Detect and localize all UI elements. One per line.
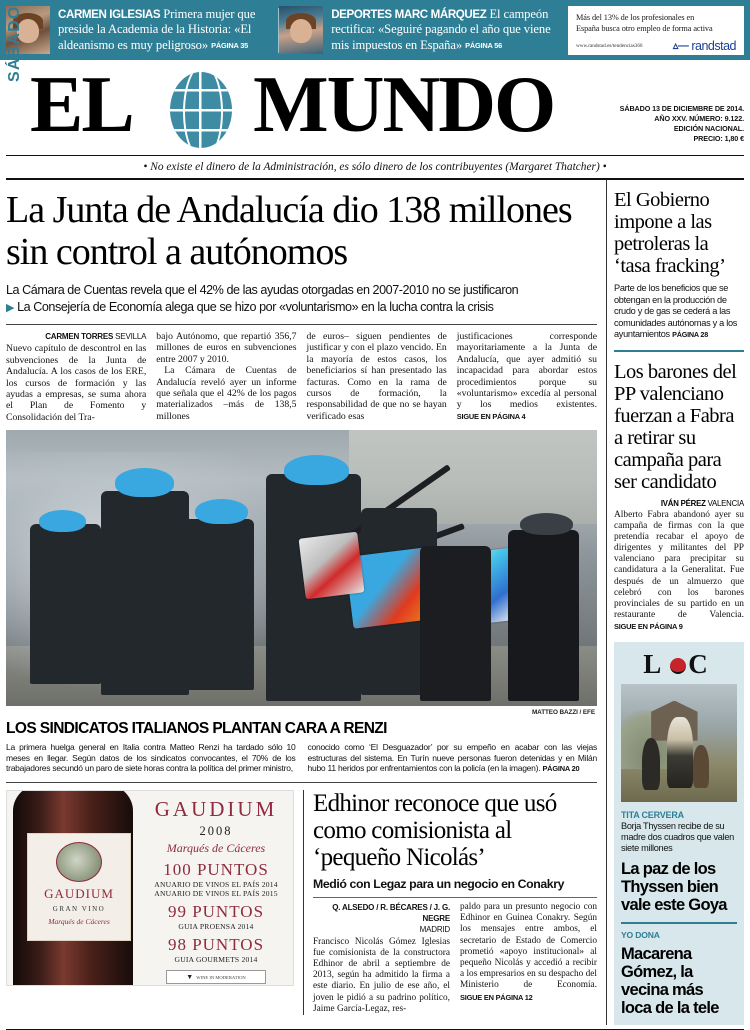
edhinor-paragraph: Francisco Nicolás Gómez Iglesias fue comisionista de la constructora Edhinor de abril a septiembre de 2013, según ha admitido la firma a este diario. En julio de ese año, el joven le pidió a su padrino político, Jaime García-Legaz, res-: [313, 936, 450, 1014]
main-grid: [0, 180, 750, 1025]
banner-kicker: CARMEN IGLESIAS: [58, 8, 161, 21]
logo-text-right: MUNDO: [253, 61, 555, 149]
caption-text: conocido como ‘El Desguazador’ por su empeño en acabar con las viejas estructuras del sistema. En Turín nueve personas fueron detenidas y en Milán hubo 11 heridos por enfrentamientos con la policía (en la imagen).: [307, 742, 597, 774]
banner-page-ref: PÁGINA 56: [465, 40, 503, 50]
sidebar-column: [606, 180, 744, 1025]
lead-headline[interactable]: La Junta de Andalucía dio 138 millones sin control a autónomos: [6, 189, 572, 273]
painting-figure-child-left: [642, 738, 661, 790]
lead-photo-riot-police: [6, 430, 597, 706]
ad-line-2: España busca otro empleo de forma activa: [576, 23, 713, 33]
edhinor-byline: [313, 902, 450, 936]
photo-caption-headline[interactable]: LOS SINDICATOS ITALIANOS PLANTAN CARA A RENZI: [6, 720, 387, 738]
main-column: [6, 180, 606, 1025]
sidebar-deck-text: Parte de los beneficios que se obtengan en la producción de crudo y de gas se cederá a las comunidades autónomas y a los ayuntamientos: [614, 283, 738, 340]
globe-icon: [170, 72, 232, 148]
bat-icon: ▼: [186, 973, 194, 982]
loc-logo-letter-l: L: [643, 649, 669, 679]
lead-paragraph: de euros– siguen pendientes de justificar y con el plazo vencido. En la mayoría de estos casos, los beneficiarios sí han presentado las facturas. Como en la rama de cursos de formación, la responsabilidad de que no se hayan verificado esas: [306, 331, 447, 422]
photo-figure-officer: [183, 519, 254, 690]
banner-text: Primera mujer que preside la Academia de la Historia: «El aldeanismo es muy peligroso»: [58, 7, 256, 52]
sidebar-body-text: Alberto Fabra abandonó ayer su campaña de firmas con la que pretendía recabar el apoyo de dirigentes y militantes del PP valenciano para precipitar su candidatura a la Generalitat. Fue después de un almuerzo que celebró con los barones provinciales de su partido en un restaurante de Valencia.: [614, 509, 744, 620]
photo-figure-protester: [508, 530, 579, 701]
page-bottom-rule: [6, 1029, 744, 1030]
loc-goya-painting-image: [621, 684, 737, 802]
photo-helmet-icon: [39, 510, 86, 532]
wine-ad-source-1b: ANUARIO DE VINOS EL PAÍS 2015: [154, 889, 278, 899]
sidebar-story-1-page[interactable]: PÁGINA 28: [672, 330, 709, 340]
masthead-dateline: [620, 104, 744, 144]
sidebar-story-2-continues[interactable]: SIGUE EN PÁGINA 9: [614, 621, 683, 631]
wine-ad-year: 2008: [199, 824, 233, 839]
wine-ad-copy: [145, 797, 287, 984]
randstad-mark-icon: ▵—: [672, 40, 689, 52]
sidebar-story-2-headline[interactable]: Los barones del PP valenciano fuerzan a Fabra a retirar su campaña para ser candidato: [614, 360, 737, 493]
byline-city: MADRID: [419, 925, 450, 935]
wine-label-sub: GRAN VINO: [52, 905, 106, 914]
wine-ad-brand: GAUDIUM: [154, 797, 278, 822]
edhinor-body-column-2: [460, 902, 597, 1015]
lead-body-column-4: [457, 331, 597, 423]
lead-sub-2: La Consejería de Economía alega que se hizo por «voluntarismo» en la lucha contra la crisis: [17, 299, 494, 314]
wine-bottle-label: [27, 833, 131, 941]
ad-footer: [576, 39, 736, 53]
caption-page-ref[interactable]: PÁGINA 20: [542, 764, 580, 774]
photo-helmet-icon: [115, 468, 174, 497]
byline-author: Q. ALSEDO / R. BÉCARES / J. G. NEGRE: [332, 903, 450, 924]
dateline-line-3: EDICIÓN NACIONAL.: [673, 124, 744, 133]
lead-paragraph: bajo Autónomo, que repartió 356,7 millones de euros en subvenciones entre 2007 y 2010.: [156, 331, 297, 365]
banner-item-carmen-iglesias[interactable]: [50, 6, 278, 55]
photo-figure-officer: [101, 491, 190, 695]
lead-byline: [6, 331, 146, 342]
byline-author: CARMEN TORRES: [45, 332, 114, 341]
dateline-line-4: PRECIO: 1,80 €: [693, 134, 744, 143]
wine-ad-source-1a: ANUARIO DE VINOS EL PAÍS 2014: [154, 880, 278, 890]
dateline-line-1: SÁBADO 13 DE DICIEMBRE DE 2014.: [619, 104, 744, 113]
wine-bottle-image: [13, 790, 133, 986]
yo-dona-kicker: YO DONA: [621, 929, 660, 940]
byline-author: IVÁN PÉREZ: [660, 498, 706, 508]
edhinor-paragraph: [460, 902, 597, 1004]
masthead-weekday: SÁBADO: [6, 5, 23, 82]
lead-paragraph-text: justificaciones corresponde mayoritariamente a la Junta de Andalucía, que ayer admitió su incapacidad para abordar estos procedimientos porque su «voluntarismo» excedía al personal y los medios existentes.: [456, 331, 597, 411]
loc-logo-letter-c: C: [688, 649, 715, 679]
banner-kicker: DEPORTES MARC MÁRQUEZ: [331, 8, 487, 21]
sidebar-story-1-headline[interactable]: El Gobierno impone a las petroleras la ‘tasa fracking’: [614, 189, 726, 277]
loc-logo: [621, 649, 737, 679]
wine-label-brand: GAUDIUM: [44, 886, 114, 902]
masthead-logo: [30, 58, 554, 153]
edhinor-headline[interactable]: Edhinor reconoce que usó como comisionista al ‘pequeño Nicolás’: [313, 790, 557, 872]
lead-body-columns: [6, 325, 597, 423]
lead-photo-wrapper: [6, 430, 597, 717]
edhinor-paragraph-text: paldo para un presunto negocio con Edhinor en Guinea Conakry. Según los mensajes entre ambos, el secretario de Estado de Comercio prometió «apoyo institucional» al pequeño Nicolás y accedió a recibir a los empresarios en su despacho del Ministerio de Economía.: [460, 902, 597, 991]
photo-helmet-icon: [284, 455, 349, 485]
yo-dona-headline[interactable]: Macarena Gómez, la vecina más loca de la tele: [621, 944, 719, 1017]
sidebar-story-2-byline: [614, 493, 744, 508]
photo-caption-column-2: [308, 742, 598, 775]
loc-headline[interactable]: La paz de los Thyssen bien vale este Goya: [621, 859, 727, 914]
lead-paragraph: La Cámara de Cuentas de Andalucía reveló ayer un informe que señala que el 42% de los pagos materializados –más de 138,5 millones: [156, 365, 297, 422]
banner-photo-marc-marquez: [279, 6, 323, 54]
lead-continues-ref[interactable]: SIGUE EN PÁGINA 4: [456, 411, 526, 421]
masthead-quote: • No existe el dinero de la Administración, es sólo dinero de los contribuyentes (Margaret Thatcher) •: [143, 161, 607, 173]
painting-figure-woman: [667, 717, 693, 788]
randstad-wordmark: randstad: [691, 38, 736, 53]
randstad-advertisement[interactable]: [568, 6, 744, 55]
edhinor-story: [303, 790, 597, 1015]
photo-face-shape: [290, 19, 312, 43]
loc-logo-dot-icon: [670, 658, 686, 674]
wine-logo-text: WINE IN MODERATION: [196, 974, 246, 980]
gaudium-wine-advertisement[interactable]: [6, 790, 294, 986]
loc-deck: Borja Thyssen recibe de su madre dos cuadros que valen siete millones: [621, 821, 734, 854]
photo-caption-column-1: La primera huelga general en Italia contra Matteo Renzi ha tardado sólo 10 meses en llegar. Según datos de los sindicatos convocantes, el 70% de los trabajadores secundó un paro de siete horas contra la política del primer ministro,: [6, 742, 296, 774]
edhinor-subheadline: Medió con Legaz para un negocio en Conakry: [313, 877, 565, 892]
wine-label-emblem-icon: [56, 842, 102, 882]
loc-kicker: TITA CERVERA: [621, 810, 684, 820]
lead-body-column-3: [307, 331, 447, 423]
lead-sub-2-wrap: [6, 299, 597, 317]
photo-helmet-icon: [520, 513, 573, 535]
photo-protest-shield: [298, 532, 364, 599]
photo-figure-officer: [30, 524, 101, 684]
bottom-section: [6, 783, 597, 1015]
logo-text-left: EL: [30, 61, 133, 149]
loc-supplement-box[interactable]: [614, 642, 744, 1025]
top-banner: [0, 0, 750, 60]
edhinor-continues-ref[interactable]: SIGUE EN PÁGINA 12: [460, 992, 533, 1002]
dateline-line-2: AÑO XXV. NÚMERO: 9.122.: [654, 114, 744, 123]
ad-line-1: Más del 13% de los profesionales en: [576, 12, 695, 22]
banner-page-ref: PÁGINA 35: [211, 40, 249, 50]
photo-credit: MATTEO BAZZI / EFE: [531, 709, 595, 717]
lead-subheadlines: [6, 273, 597, 316]
ad-url[interactable]: www.randstad.es/tendencias360: [576, 42, 643, 49]
edhinor-body-columns: [313, 898, 597, 1015]
photo-caption-columns: [6, 738, 597, 775]
lead-sub-1: La Cámara de Cuentas revela que el 42% de las ayudas otorgadas en 2007-2010 no se justificaron: [6, 283, 519, 297]
banner-text: El campeón rectifica: «Seguiré pagando el año que viene mis impuestos en España»: [331, 7, 551, 52]
wine-ad-score-3: 98 PUNTOS: [167, 935, 265, 955]
wine-ad-source-2: GUIA PROENSA 2014: [178, 922, 254, 932]
wine-ad-score-2: 99 PUNTOS: [167, 902, 265, 922]
wine-ad-house: Marqués de Cáceres: [166, 841, 266, 856]
wine-ad-source-3: GUIA GOURMETS 2014: [174, 955, 258, 965]
wine-in-moderation-logo: [166, 970, 266, 984]
byline-city: VALENCIA: [707, 498, 744, 508]
lead-body-column-1: [6, 331, 146, 423]
byline-city: SEVILLA: [115, 332, 147, 341]
bullet-arrow-icon: ▶: [6, 301, 15, 314]
edhinor-body-column-1: [313, 902, 450, 1015]
sidebar-story-2-body: [614, 508, 744, 633]
painting-figure-child-right: [693, 745, 709, 787]
photo-figure-protester: [420, 546, 491, 701]
lead-body-column-2: [156, 331, 296, 423]
banner-item-marc-marquez[interactable]: [323, 6, 561, 55]
wine-label-house: Marqués de Cáceres: [48, 917, 110, 927]
randstad-logo: [673, 39, 736, 53]
lead-paragraph: [457, 331, 597, 422]
photo-helmet-icon: [195, 499, 248, 524]
wine-ad-score-1: 100 PUNTOS: [163, 860, 269, 880]
sidebar-story-1-deck: [614, 277, 744, 341]
lead-paragraph: Nuevo capítulo de descontrol en las subvenciones de la Junta de Andalucía. A los casos de los ERE, los cursos de formación y las ayudas a empresas, se suma ahora el Plan de Fomento y Consolidación del Tra-: [6, 343, 147, 423]
